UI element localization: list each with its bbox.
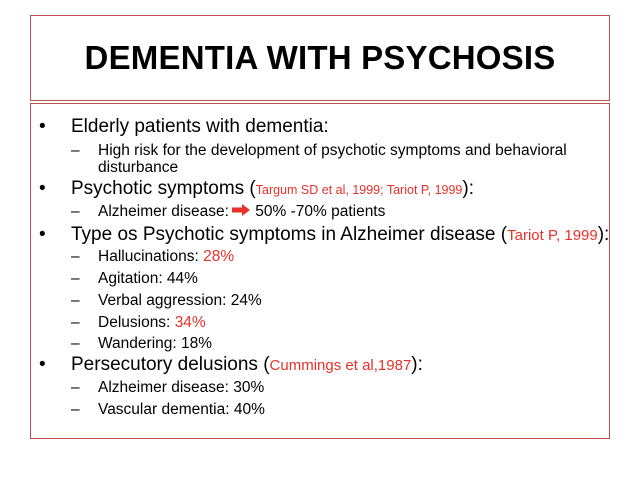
- dash-marker: –: [71, 248, 80, 265]
- citation: Targum SD et al, 1999; Tariot P, 1999: [255, 183, 463, 197]
- bullet-text: Elderly patients with dementia:: [71, 116, 329, 137]
- citation: Tariot P, 1999: [507, 227, 598, 244]
- dash-marker: –: [71, 142, 80, 159]
- content-box: [30, 103, 610, 439]
- bullet-marker: •: [39, 224, 46, 245]
- dash-marker: –: [71, 401, 80, 418]
- bullet-text: Persecutory delusions (Cummings et al,1987):: [71, 354, 423, 375]
- sub-item-text: Agitation: 44%: [98, 270, 198, 287]
- bullet-text: Psychotic symptoms (Targum SD et al, 1999; Tariot P, 1999):: [71, 178, 474, 199]
- sub-item-text: Hallucinations: 28%: [98, 248, 235, 265]
- title-box: [30, 15, 610, 101]
- bullet-marker: •: [39, 354, 46, 375]
- sub-item-text: High risk for the development of psychotic symptoms and behavioral: [98, 142, 567, 159]
- dash-marker: –: [71, 203, 80, 220]
- citation: Cummings et al,1987: [269, 357, 412, 374]
- dash-marker: –: [71, 314, 80, 331]
- sub-item-text: Wandering: 18%: [98, 335, 213, 352]
- dash-marker: –: [71, 270, 80, 287]
- dash-marker: –: [71, 379, 80, 396]
- slide-title: DEMENTIA WITH PSYCHOSIS: [84, 39, 556, 76]
- right-arrow-icon: [231, 203, 251, 217]
- bullet-marker: •: [39, 178, 46, 199]
- bullet-marker: •: [39, 116, 46, 137]
- dash-marker: –: [71, 335, 80, 352]
- sub-item-text: Delusions: 34%: [98, 314, 206, 331]
- sub-item-text: Vascular dementia: 40%: [98, 401, 265, 418]
- sub-item-text: Verbal aggression: 24%: [98, 292, 262, 309]
- sub-item-text: Alzheimer disease: 50% -70% patients: [98, 203, 386, 220]
- sub-item-text-continued: disturbance: [98, 159, 179, 176]
- sub-item-text: Alzheimer disease: 30%: [98, 379, 265, 396]
- bullet-text: Type os Psychotic symptoms in Alzheimer disease (Tariot P, 1999):: [71, 224, 610, 245]
- dash-marker: –: [71, 292, 80, 309]
